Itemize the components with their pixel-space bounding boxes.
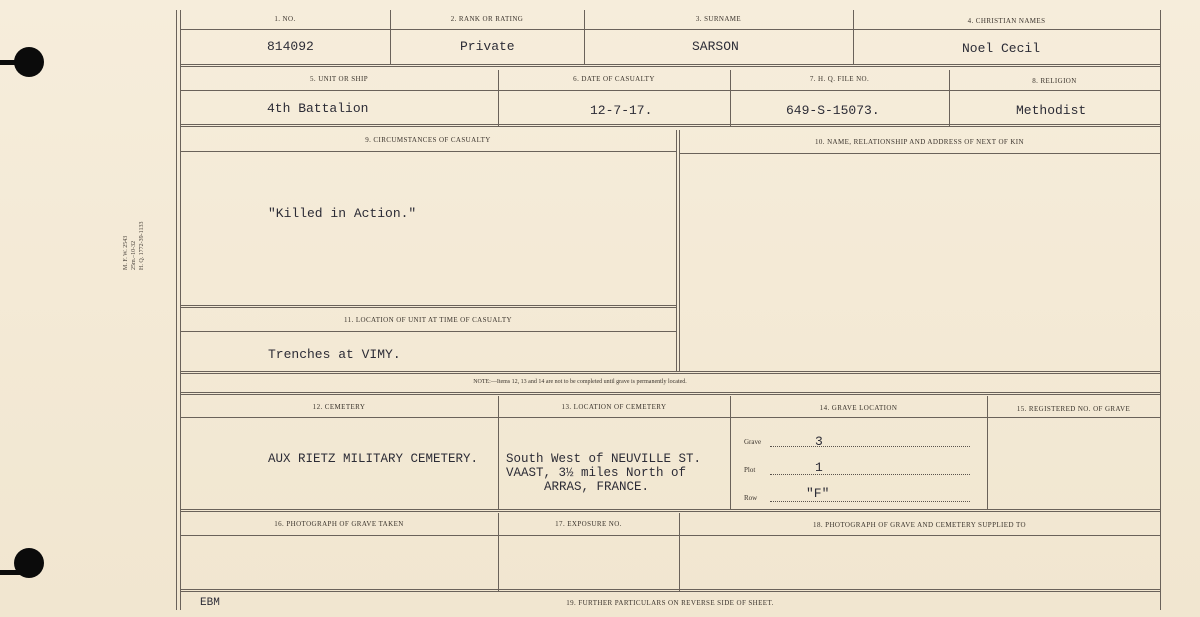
- value-location-of-cemetery-line1: South West of NEUVILLE ST.: [506, 452, 702, 466]
- value-circumstances: "Killed in Action.": [268, 206, 417, 221]
- row1-bottom-line: [180, 64, 1160, 67]
- value-location-of-unit: Trenches at VIMY.: [268, 347, 401, 362]
- value-hq-file: 649-S-15073.: [786, 103, 880, 118]
- grave-label: Grave: [744, 438, 762, 446]
- value-religion: Methodist: [1016, 103, 1087, 118]
- right-border: [1160, 10, 1161, 610]
- label-hq-file: 7. H. Q. FILE NO.: [809, 75, 870, 83]
- row2-bottom-line: [180, 124, 1160, 127]
- row-dots: [770, 501, 970, 502]
- form-code-3: H. Q. 1772-39-1133: [139, 221, 145, 270]
- label-grave-location: 14. GRAVE LOCATION: [819, 404, 898, 412]
- row4-divider-2: [730, 396, 731, 510]
- label-further-particulars: 19. FURTHER PARTICULARS ON REVERSE SIDE OF SHEET.: [566, 599, 774, 607]
- row1-label-line: [180, 29, 1160, 30]
- value-christian-names: Noel Cecil: [962, 41, 1041, 56]
- binder-hole-bottom: [14, 548, 44, 578]
- note-text: NOTE:—Items 12, 13 and 14 are not to be completed until grave is permanently located.: [473, 379, 687, 385]
- left-border: [176, 10, 177, 610]
- row4-divider-3: [987, 396, 988, 510]
- binder-hole-top: [14, 47, 44, 77]
- location-unit-label-line: [180, 331, 676, 332]
- value-surname: SARSON: [692, 39, 739, 54]
- footer-top-line: [180, 589, 1160, 592]
- label-next-of-kin: 10. NAME, RELATIONSHIP AND ADDRESS OF NEXT OF KIN: [814, 138, 1024, 146]
- value-unit: 4th Battalion: [267, 101, 369, 116]
- label-religion: 8. RELIGION: [1032, 77, 1077, 85]
- label-photo-supplied: 18. PHOTOGRAPH OF GRAVE AND CEMETERY SUPPLIED TO: [813, 521, 1026, 529]
- form-code-1: M. F. W. 2543: [123, 235, 129, 270]
- value-location-of-cemetery-line2: VAAST, 3½ miles North of: [506, 466, 687, 480]
- label-location-of-cemetery: 13. LOCATION OF CEMETERY: [561, 403, 667, 411]
- label-circumstances: 9. CIRCUMSTANCES OF CASUALTY: [365, 136, 491, 144]
- label-no: 1. NO.: [274, 15, 296, 23]
- value-cemetery: AUX RIETZ MILITARY CEMETERY.: [268, 452, 479, 466]
- row3-divider-inner: [679, 130, 680, 372]
- value-rank: Private: [460, 39, 515, 54]
- value-date: 12-7-17.: [590, 103, 653, 118]
- plot-dots: [770, 474, 970, 475]
- label-photo-taken: 16. PHOTOGRAPH OF GRAVE TAKEN: [274, 520, 404, 528]
- grave-dots: [770, 446, 970, 447]
- value-location-of-cemetery-line3: ARRAS, FRANCE.: [544, 480, 650, 494]
- row5-label-line: [180, 535, 1160, 536]
- initials: EBM: [200, 597, 220, 609]
- value-grave: 3: [815, 434, 823, 449]
- circumstances-label-line: [180, 151, 676, 152]
- kin-label-line: [679, 153, 1160, 154]
- row3-divider: [676, 130, 677, 372]
- row2-label-line: [180, 90, 1160, 91]
- value-no: 814092: [267, 39, 314, 54]
- form-code-vertical: [122, 180, 146, 270]
- label-rank: 2. RANK OR RATING: [450, 15, 524, 23]
- value-plot: 1: [815, 460, 823, 475]
- row4-divider-1: [498, 396, 499, 510]
- location-unit-top-line: [180, 305, 676, 308]
- label-unit: 5. UNIT OR SHIP: [310, 75, 368, 83]
- row-label: Row: [744, 494, 758, 502]
- label-christian-names: 4. CHRISTIAN NAMES: [967, 17, 1046, 25]
- label-surname: 3. SURNAME: [695, 15, 742, 23]
- label-registered-no: 15. REGISTERED NO. OF GRAVE: [1016, 405, 1131, 413]
- label-exposure-no: 17. EXPOSURE NO.: [555, 520, 622, 528]
- note-top-line: [180, 371, 1160, 374]
- label-cemetery: 12. CEMETERY: [312, 403, 366, 411]
- form-code-2: 25m.–10-32: [131, 240, 137, 270]
- row5-top-line: [180, 509, 1160, 512]
- label-date: 6. DATE OF CASUALTY: [573, 75, 655, 83]
- note-bottom-line: [180, 392, 1160, 395]
- value-row: "F": [806, 486, 830, 501]
- plot-label: Plot: [744, 466, 756, 474]
- row4-label-line: [180, 417, 1160, 418]
- label-location-of-unit: 11. LOCATION OF UNIT AT TIME OF CASUALTY: [344, 316, 512, 324]
